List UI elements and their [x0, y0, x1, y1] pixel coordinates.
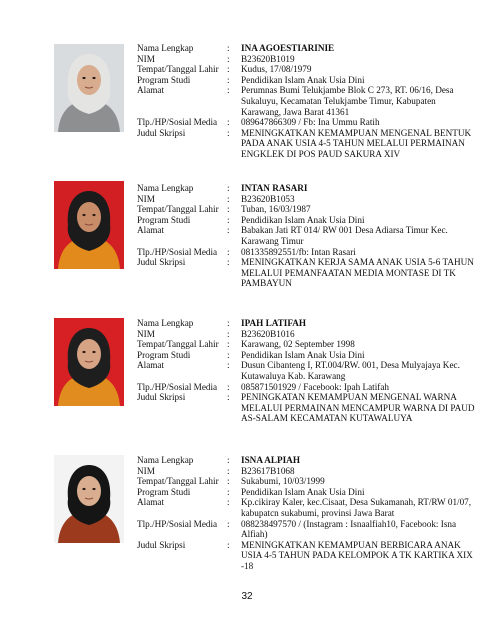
label-kontak: Tlp./HP/Sosial Media — [137, 381, 218, 392]
value-skripsi: MENINGKATKAN KEMAMPUAN MENGENAL BENTUK PADA ANAK USIA 4-5 TAHUN MELALUI PERMAINAN ENGKLEK DI POS PAUD SAKURA XIV — [241, 127, 472, 159]
value-skripsi: MENINGKATKAN KERJA SAMA ANAK USIA 5-6 TAHUN MELALUI PEMANFAATAN MEDIA MONTASE DI TK PAMBAYUN — [241, 257, 474, 289]
portrait-image — [54, 44, 124, 132]
value-nama: IPAH LATIFAH — [241, 318, 307, 328]
label-nama: Nama Lengkap — [137, 183, 194, 193]
label-nim: NIM — [137, 193, 155, 204]
label-skripsi: Judul Skripsi — [137, 257, 186, 268]
value-alamat: Dusun Cibanteng I, RT.004/RW. 001, Desa Mulyajaya Kec. Kutawaluya Kab. Karawang — [241, 360, 460, 381]
value-nama: INTAN RASARI — [241, 183, 308, 193]
label-nama: Nama Lengkap — [137, 455, 194, 465]
value-prodi: Pendidikan Islam Anak Usia Dini — [241, 349, 365, 360]
value-ttl: Kudus, 17/08/1979 — [241, 64, 312, 75]
label-kontak: Tlp./HP/Sosial Media — [137, 246, 218, 257]
label-nama: Nama Lengkap — [137, 43, 194, 53]
value-alamat: Kp.cikiray Kaler, kec.Cisaat, Desa Sukamanah, RT/RW 01/07, kabupatcn sukabumi, provinsi Jawa Barat — [241, 497, 472, 518]
label-prodi: Program Studi — [137, 349, 191, 360]
value-nim: B23620B1016 — [241, 328, 295, 339]
label-ttl: Tempat/Tanggal Lahir — [137, 476, 219, 487]
label-skripsi: Judul Skripsi — [137, 127, 186, 138]
label-prodi: Program Studi — [137, 214, 191, 225]
label-nim: NIM — [137, 53, 155, 64]
student-photo — [54, 181, 124, 269]
student-fields: Nama Lengkap : INTAN RASARI NIM : B23620B1053 Tempat/Tanggal Lahir : Tuban, 16/03/1987 Program Studi : Pendidikan Islam Anak Usia Dini Alamat : Babakan Jati RT 014/ RW 001 Desa Adiarsa Timur Kec. Karawang Timur Tlp./HP/Sosial Media : 081335892551/fb: Intan Rasari Judul Skripsi : MENINGKATKAN KERJA SAMA ANAK USIA 5-6 TAHUN MELALUI PEMANFAATAN MEDIA MONTASE DI TK PAMBAYUN — [137, 183, 477, 289]
label-ttl: Tempat/Tanggal Lahir — [137, 204, 219, 215]
value-alamat: Babakan Jati RT 014/ RW 001 Desa Adiarsa Timur Kec. Karawang Timur — [241, 225, 448, 246]
student-fields: Nama Lengkap : IPAH LATIFAH NIM : B23620B1016 Tempat/Tanggal Lahir : Karawang, 02 September 1998 Program Studi : Pendidikan Islam Anak Usia Dini Alamat : Dusun Cibanteng I, RT.004/RW. 001, Desa Mulyajaya Kec. Kutawaluya Kab. Karawang Tlp./HP/Sosial Media : 085871501929 / Facebook: Ipah Latifah Judul Skripsi : PENINGKATAN KEMAMPUAN MENGENAL WARNA MELALUI PERMAINAN MENCAMPUR WARNA DI PAUD AS-SALAM KECAMATAN KUTAWALUYA — [137, 318, 477, 424]
portrait-image — [54, 318, 124, 406]
student-fields: Nama Lengkap : INA AGOESTIARINIE NIM : B23620B1019 Tempat/Tanggal Lahir : Kudus, 17/08/1979 Program Studi : Pendidikan Islam Anak Usia Dini Alamat : Perumnas Bumi Telukjambe Blok C 273, RT. 06/16, Desa Sukaluyu, Kecamatan Telukjambe Timur, Kabupaten Karawang, Jawa Barat 41361 Tlp./HP/Sosial Media : 089647866309 / Fb: Ina Ummu Ratih Judul Skripsi : MENINGKATKAN KEMAMPUAN MENGENAL BENTUK PADA ANAK USIA 4-5 TAHUN MELALUI PERMAINAN ENGKLEK DI POS PAUD SAKURA XIV — [137, 43, 477, 160]
label-nim: NIM — [137, 465, 155, 476]
page-number: 32 — [241, 591, 253, 602]
value-prodi: Pendidikan Islam Anak Usia Dini — [241, 74, 365, 85]
label-ttl: Tempat/Tanggal Lahir — [137, 64, 219, 75]
student-fields: Nama Lengkap : ISNA ALPIAH NIM : B23617B1068 Tempat/Tanggal Lahir : Sukabumi, 10/03/1999 Program Studi : Pendidikan Islam Anak Usia Dini Alamat : Kp.cikiray Kaler, kec.Cisaat, Desa Sukamanah, RT/RW 01/07, kabupatcn sukabumi, provinsi Jawa Barat Tlp./HP/Sosial Media : 088238497570 / (Instagram : Isnaalfiah10, Facebook: Isna Alfiah) Judul Skripsi : MENINGKATKAN KEMAMPUAN BERBICARA ANAK USIA 4-5 TAHUN PADA KELOMPOK A TK KARTIKA XIX -18 — [137, 455, 477, 572]
value-nim: B23620B1019 — [241, 53, 295, 64]
label-nama: Nama Lengkap — [137, 318, 194, 328]
value-kontak: 085871501929 / Facebook: Ipah Latifah — [241, 381, 389, 392]
value-kontak: 081335892551/fb: Intan Rasari — [241, 246, 356, 257]
value-skripsi: PENINGKATAN KEMAMPUAN MENGENAL WARNA MELALUI PERMAINAN MENCAMPUR WARNA DI PAUD AS-SALAM KECAMATAN KUTAWALUYA — [241, 392, 475, 424]
value-alamat: Perumnas Bumi Telukjambe Blok C 273, RT. 06/16, Desa Sukaluyu, Kecamatan Telukjambe Timur, Kabupaten Karawang, Jawa Barat 41361 — [241, 85, 454, 117]
label-alamat: Alamat — [137, 360, 165, 371]
label-kontak: Tlp./HP/Sosial Media — [137, 117, 218, 128]
value-ttl: Sukabumi, 10/03/1999 — [241, 476, 325, 487]
value-prodi: Pendidikan Islam Anak Usia Dini — [241, 214, 365, 225]
student-photo — [54, 455, 124, 543]
value-prodi: Pendidikan Islam Anak Usia Dini — [241, 486, 365, 497]
student-photo — [54, 44, 124, 132]
value-nim: B23617B1068 — [241, 465, 295, 476]
label-alamat: Alamat — [137, 85, 165, 96]
value-ttl: Karawang, 02 September 1998 — [241, 339, 355, 350]
portrait-image — [54, 181, 124, 269]
label-prodi: Program Studi — [137, 486, 191, 497]
label-ttl: Tempat/Tanggal Lahir — [137, 339, 219, 350]
portrait-image — [54, 455, 124, 543]
label-alamat: Alamat — [137, 225, 165, 236]
label-prodi: Program Studi — [137, 74, 191, 85]
value-nama: INA AGOESTIARINIE — [241, 43, 335, 53]
value-skripsi: MENINGKATKAN KEMAMPUAN BERBICARA ANAK USIA 4-5 TAHUN PADA KELOMPOK A TK KARTIKA XIX -18 — [241, 539, 473, 571]
value-nim: B23620B1053 — [241, 193, 295, 204]
label-skripsi: Judul Skripsi — [137, 539, 186, 550]
value-ttl: Tuban, 16/03/1987 — [241, 204, 311, 215]
student-photo — [54, 318, 124, 406]
value-kontak: 088238497570 / (Instagram : Isnaalfiah10, Facebook: Isna Alfiah) — [241, 518, 457, 540]
label-skripsi: Judul Skripsi — [137, 392, 186, 403]
label-kontak: Tlp./HP/Sosial Media — [137, 518, 218, 529]
label-nim: NIM — [137, 328, 155, 339]
label-alamat: Alamat — [137, 497, 165, 508]
value-nama: ISNA ALPIAH — [241, 455, 300, 465]
value-kontak: 089647866309 / Fb: Ina Ummu Ratih — [241, 117, 380, 128]
